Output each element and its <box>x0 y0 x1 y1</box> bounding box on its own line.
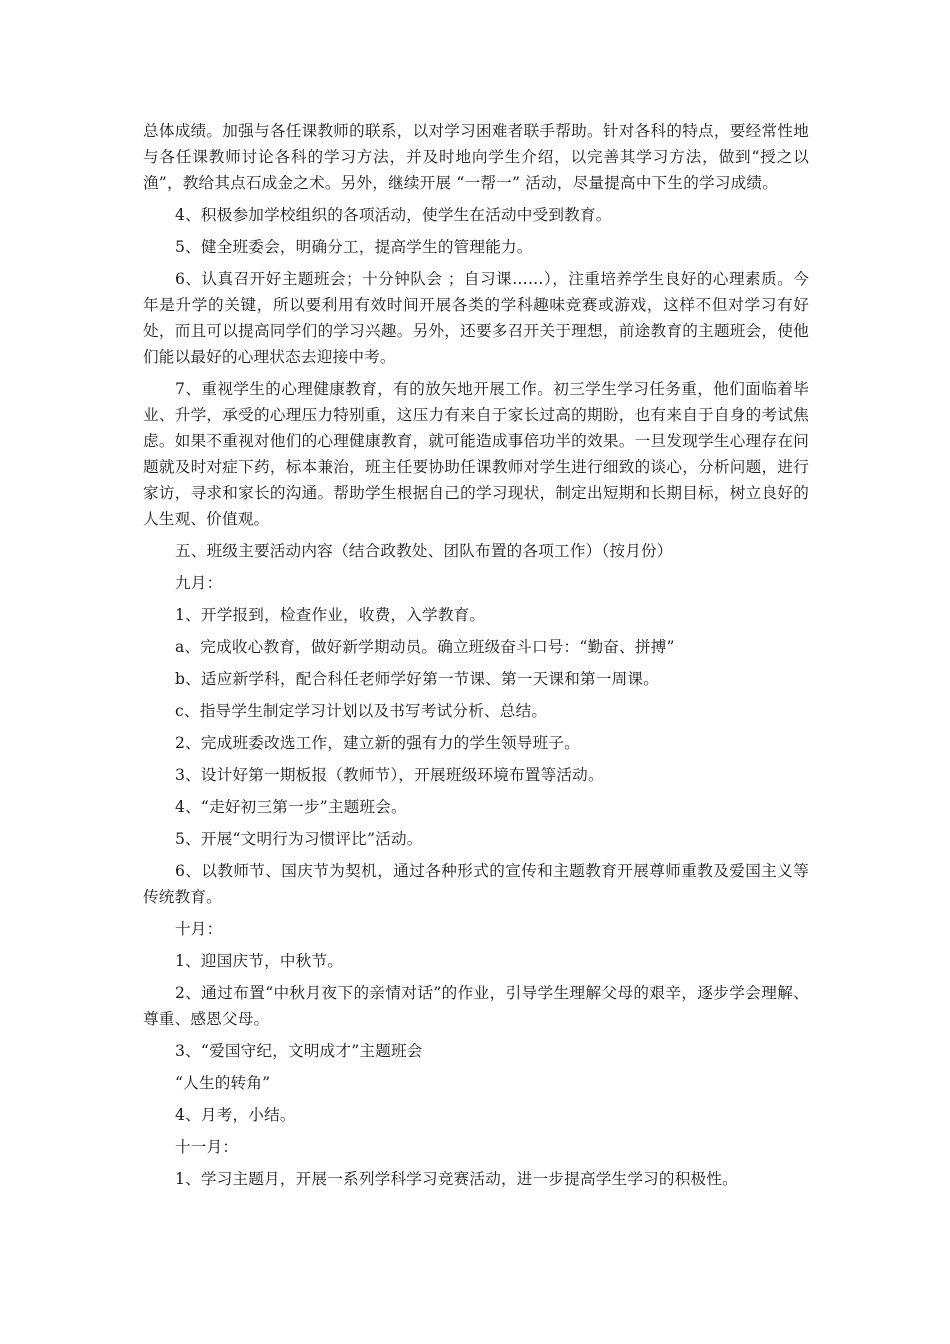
list-item: 2、完成班委改选工作，建立新的强有力的学生领导班子。 <box>175 734 580 752</box>
list-item: 2、通过布置“中秋月夜下的亲情对话”的作业，引导学生理解父母的艰辛，逐步学会理解、尊重、感恩父母。 <box>143 984 809 1028</box>
list-item: “人生的转角” <box>175 1074 271 1092</box>
list-item: c、指导学生制定学习计划以及书写考试分析、总结。 <box>175 702 548 720</box>
month-heading-november: 十一月： <box>175 1138 239 1156</box>
list-item: 6、以教师节、国庆节为契机，通过各种形式的宣传和主题教育开展尊师重教及爱国主义等传统教育。 <box>143 862 809 906</box>
list-item: 1、学习主题月，开展一系列学科学习竞赛活动，进一步提高学生学习的积极性。 <box>175 1170 738 1188</box>
list-item: 4、“走好初三第一步”主题班会。 <box>175 798 407 816</box>
document-body <box>143 118 809 1198</box>
paragraph-item-5: 5、健全班委会，明确分工，提高学生的管理能力。 <box>175 238 533 256</box>
month-heading-october: 十月： <box>175 920 223 938</box>
list-item: 1、开学报到，检查作业，收费，入学教育。 <box>175 606 486 624</box>
list-item: a、完成收心教育，做好新学期动员。确立班级奋斗口号：“勤奋、拼搏” <box>175 638 675 656</box>
list-item: 4、月考，小结。 <box>175 1106 296 1124</box>
paragraph-item-7: 7、重视学生的心理健康教育，有的放矢地开展工作。初三学生学习任务重，他们面临着毕业、升学，承受的心理压力特别重，这压力有来自于家长过高的期盼，也有来自于自身的考试焦虑。如果不重视对他们的心理健康教育，就可能造成事倍功半的效果。一旦发现学生心理存在问题就及时对症下药，标本兼治，班主任要协助任课教师对学生进行细致的谈心，分析问题，进行家访，寻求和家长的沟通。帮助学生根据自己的学习现状，制定出短期和长期目标，树立良好的人生观、价值观。 <box>143 380 809 528</box>
list-item: 3、设计好第一期板报（教师节），开展班级环境布置等活动。 <box>175 766 604 784</box>
section-heading-activities: 五、班级主要活动内容（结合政教处、团队布置的各项工作）（按月份） <box>175 542 673 560</box>
list-item: 5、开展“文明行为习惯评比”活动。 <box>175 830 423 848</box>
list-item: 3、“爱国守纪，文明成才”主题班会 <box>175 1042 423 1060</box>
list-item: 1、迎国庆节，中秋节。 <box>175 952 344 970</box>
paragraph-continuation: 总体成绩。加强与各任课教师的联系，以对学习困难者联手帮助。针对各科的特点，要经常性地与各任课教师讨论各科的学习方法，并及时地向学生介绍，以完善其学习方法，做到“授之以渔”，教给其点石成金之术。另外，继续开展 “一帮一” 活动，尽量提高中下生的学习成绩。 <box>143 122 809 192</box>
month-heading-september: 九月： <box>175 574 223 592</box>
paragraph-item-6: 6、认真召开好主题班会；十分钟队会 ；自习课……），注重培养学生良好的心理素质。今年是升学的关键，所以要利用有效时间开展各类的学科趣味竞赛或游戏，这样不但对学习有好处，而且可以提高同学们的学习兴趣。另外，还要多召开关于理想，前途教育的主题班会，使他们能以最好的心理状态去迎接中考。 <box>143 270 809 366</box>
list-item: b、适应新学科，配合科任老师学好第一节课、第一天课和第一周课。 <box>175 670 659 688</box>
paragraph-item-4: 4、积极参加学校组织的各项活动，使学生在活动中受到教育。 <box>175 206 612 224</box>
